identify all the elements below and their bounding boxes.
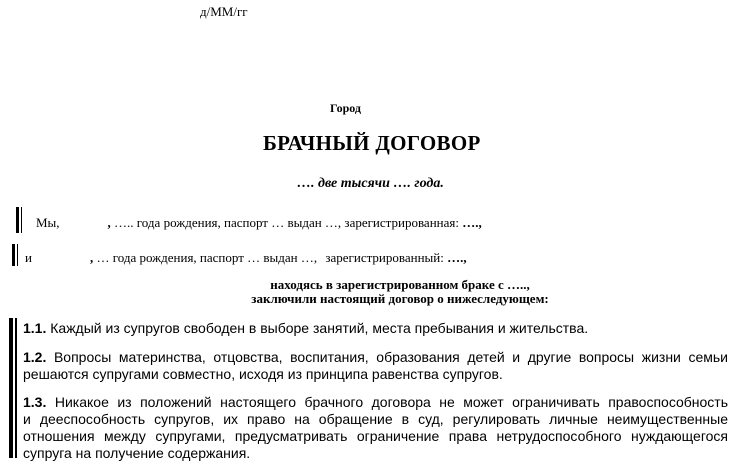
clause-number: 1.1. [23, 320, 47, 336]
clause-1-1 [23, 320, 728, 337]
clause-1-2 [23, 349, 728, 383]
clause-text-line: и дееспособность супругов, их право на обращение в суд, регулировать личные неимущественные [23, 411, 728, 427]
clause-number: 1.2. [23, 349, 47, 365]
clause-text-line: Каждый из супругов свободен в выборе занятий, места пребывания и жительства. [50, 320, 589, 336]
party-2-placeholder: …., [447, 250, 467, 265]
preamble [220, 278, 580, 306]
clause-1-3 [23, 394, 728, 462]
party-1-prefix: Мы, [36, 215, 60, 230]
clause-text-line: решаются супругами совместно, исходя из принципа равенства супругов. [23, 366, 503, 382]
document-title: БРАЧНЫЙ ДОГОВОР [263, 131, 481, 155]
party-1-comma: , [107, 215, 111, 230]
party-1-details: ….. года рождения, паспорт … выдан …, зарегистрированная: [110, 215, 463, 230]
party-2-prefix: и [25, 250, 32, 265]
revision-bar [21, 207, 22, 233]
clause-text-line: супруга на получение содержания. [23, 445, 251, 461]
clause-text-line: Вопросы материнства, отцовства, воспитания, образования детей и другие вопросы жизни семьи [53, 349, 729, 365]
party-1-placeholder: …., [462, 215, 482, 230]
revision-bar [16, 207, 19, 233]
city-label: Город [330, 101, 361, 115]
party-line-1 [36, 215, 482, 231]
preamble-line-1: находясь в зарегистрированном браке с ….., [270, 277, 530, 292]
party-2-comma: , [89, 250, 94, 265]
party-line-2 [25, 250, 467, 266]
party-2-details: … года рождения, паспорт … выдан …, [93, 250, 321, 265]
revision-bar [12, 244, 15, 266]
date-format-placeholder: д/ММ/гг [200, 4, 248, 19]
date-line: …. две тысячи …. года. [297, 176, 444, 191]
revision-bar [15, 318, 17, 458]
preamble-line-2: заключили настоящий договор о нижеследующем: [251, 291, 549, 306]
revision-bar [17, 244, 18, 266]
party-2-details-2: зарегистрированный: [325, 250, 448, 265]
clause-text-line: отношения между супругами, предусматривать ограничение права нетрудоспособного нуждающегося [23, 428, 728, 444]
clause-number: 1.3. [23, 394, 47, 410]
revision-bar [9, 318, 13, 458]
clause-text-line: Никакое из положений настоящего брачного договора не может ограничивать правоспособность [54, 394, 729, 410]
